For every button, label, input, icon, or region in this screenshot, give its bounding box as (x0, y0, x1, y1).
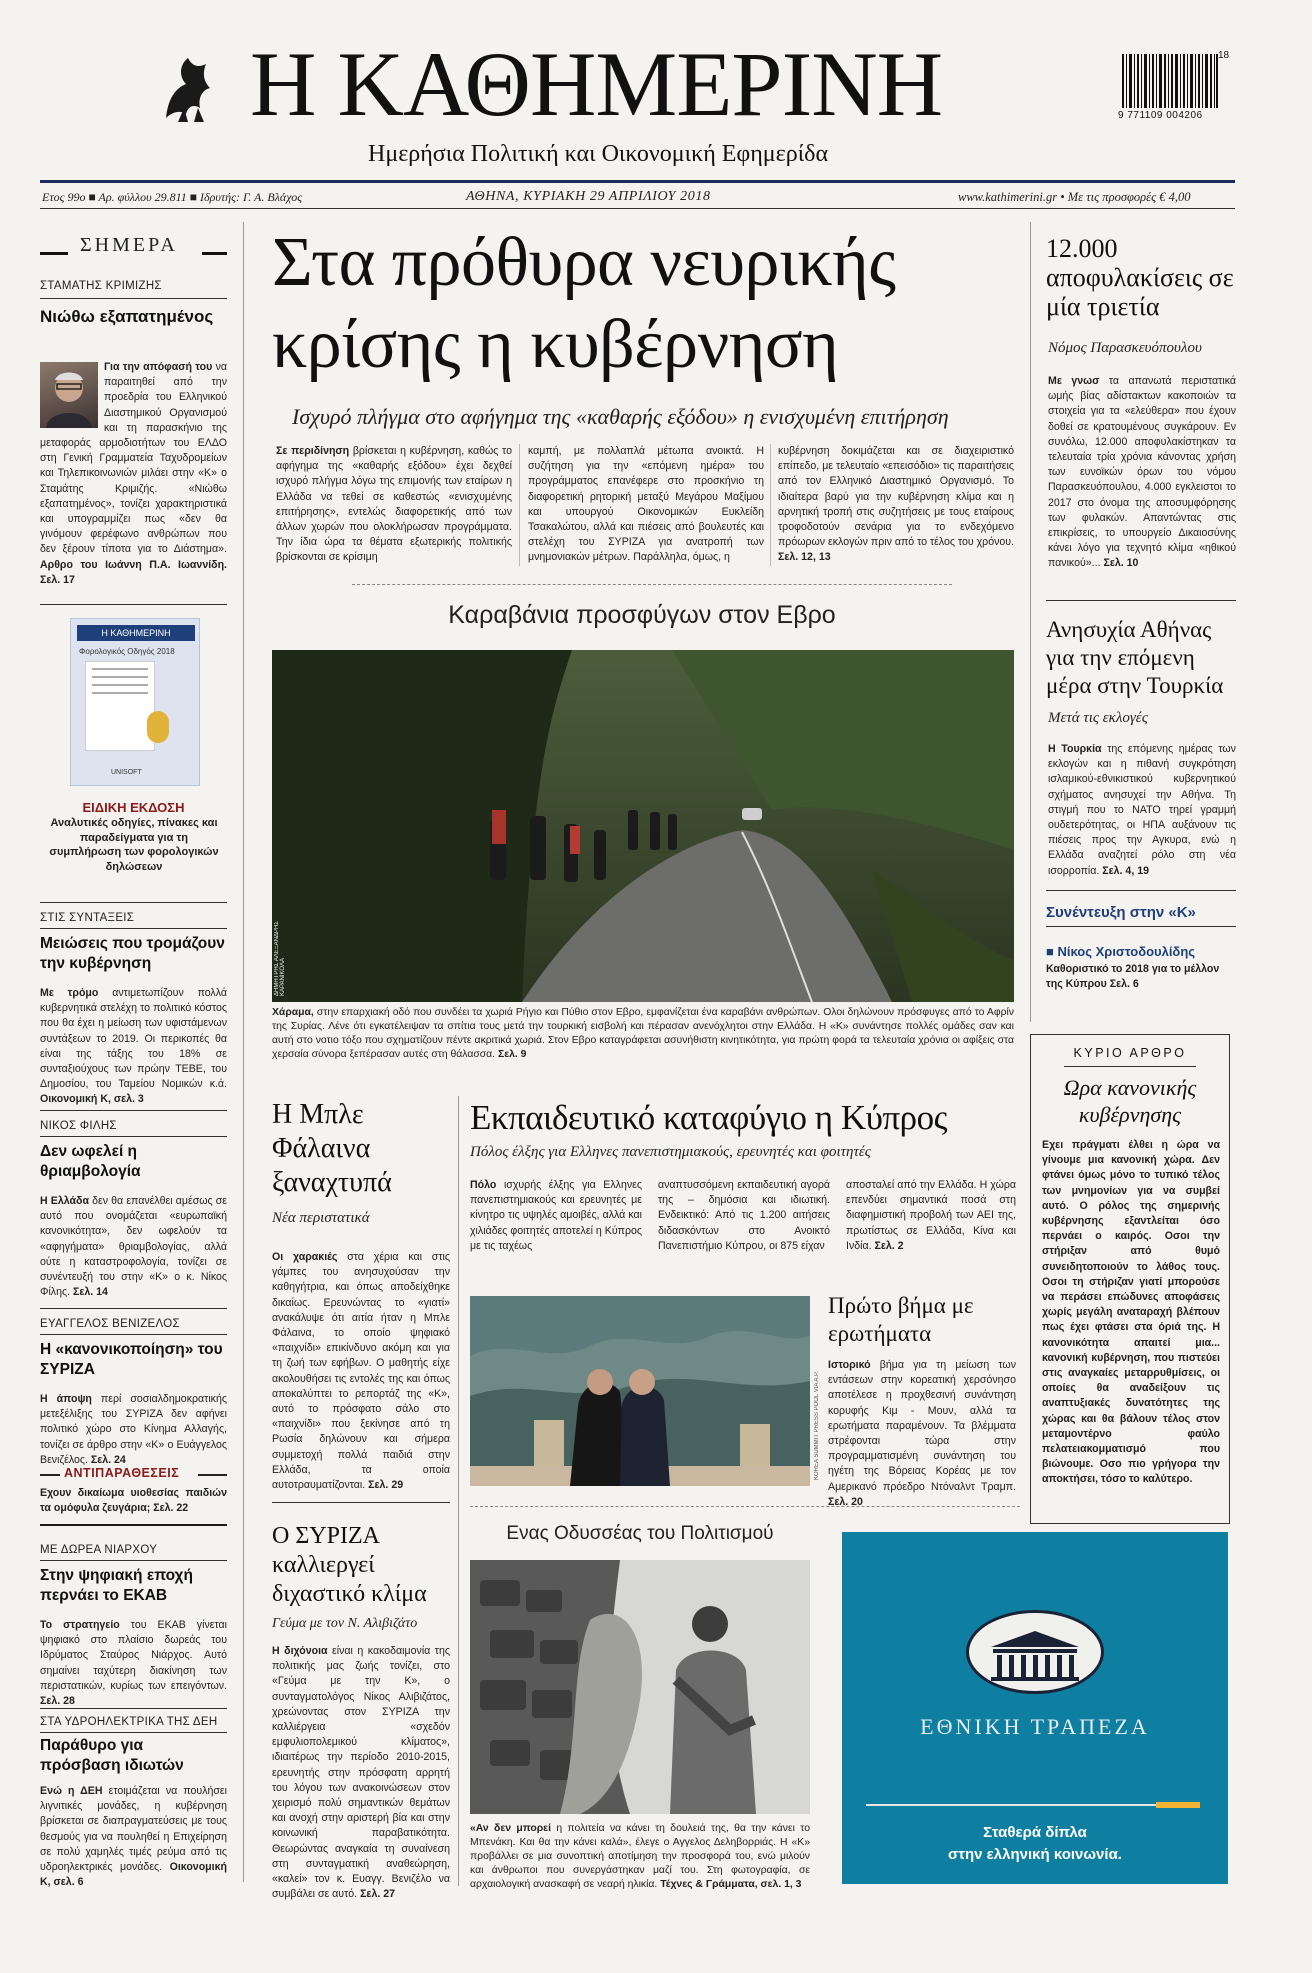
s4-body: Η άποψη περί σοσιαλδημοκρατικής μετεξέλιξης του ΣΥΡΙΖΑ δεν αφήνει πολιτικό χώρο στο Κίνημα Αλλαγής, τονίζει σε άρθρο στην «Κ» ο Ευάγγελος Βενιζέλος. Σελ. 24 (40, 1393, 227, 1466)
masthead-title[interactable]: Η ΚΑΘΗΜΕΡΙΝΗ (250, 33, 943, 135)
s6-headline[interactable]: Στην ψηφιακή εποχή περνάει το ΕΚΑΒ (40, 1567, 193, 1604)
s3-kicker: ΝΙΚΟΣ ΦΙΛΗΣ (40, 1120, 117, 1132)
s1-headline[interactable]: Νιώθω εξαπατημένος (40, 307, 214, 326)
syriza-body: Η διχόνοια είναι η κακοδαιμονία της πολιτικής μας ζωής τονίζει, στο «Γεύμα με την Κ», ο συνταγματολόγος Νίκος Αλιβιζάτος, χρεώνοντας στον ΣΥΡΙΖΑ την καλλιέργεια «σχεδόν εμφυλιοπολεμικού κλίματος», ιδιαιτέρως την περίοδο 2010-2015, ερευνητής στην πρόσφατη αρρητή του λόγου των ανακοινώσεων στον χειρισμό πολύ σημαντικών θεμάτων και ανοχή στην αριστερή βία και στην κοινωνική παραβατικότητα. Θεωρώντας αναγκαία τη συναίνεση στη συνταγματική αναθεώρηση, «καλεί» τον κ. Ευαγγ. Βενιζέλο να συμβάλει σε αυτό. Σελ. 27 (272, 1645, 450, 1901)
booklet-logo: UNISOFT (111, 769, 142, 776)
s1-kicker: ΣΤΑΜΑΤΗΣ ΚΡΙΜΙΖΗΣ (40, 280, 162, 292)
bank-name: ΕΘΝΙΚΗ ΤΡΑΠΕΖΑ (920, 1714, 1150, 1739)
barcode-number: 9 771109 004206 (1118, 110, 1203, 121)
refugees-caption: Χάραμα, στην επαρχιακή οδό που συνδέει τα χωριά Ρήγιο και Πύθιο στον Εβρο, εμφανίζεται ένα καραβάνι ανθρώπων. Ολοι δηλώνουν πρόσφυγες από το Αφρίν της Συρίας. Λένε ότι εγκατέλειψαν τα σπίτια τους μετά την τουρκική εισβολή και πέρασαν ανενόχλητοι στην Ελλάδα. Η «Κ» συνάντησε πολλές ομάδες σαν και αυτή στο νοτιο τόξο που σχηματίζουν πέντε ακριτικά χωριά. Στον Εβρο καταγράφεται ασυνήθιστη κινητικότητα, για πρώτη φορά τα τελευταία χρόνια οι αφίξεις στα χερσαία σύνορα ξεπέρασαν αυτές στη θάλασσα. Σελ. 9 (272, 1007, 1014, 1060)
s2-kicker: ΣΤΙΣ ΣΥΝΤΑΞΕΙΣ (40, 912, 135, 924)
s5-tag: ΑΝΤΙΠΑΡΑΘΕΣΕΙΣ (64, 1466, 180, 1480)
cyprus-col-3: αποσταλεί από την Ελλάδα. Η χώρα επενδύει σημαντικά ποσά στη διαφημιστική προβολή των ΑΕΙ της, πρωτίστως σε Ελλάδα, Κίνα και Ινδία. Σελ. 2 (846, 1179, 1016, 1252)
masthead-logo-griffin-icon (158, 48, 218, 128)
turkey-headline[interactable]: Ανησυχία Αθήνας για την επόμενη μέρα στην Τουρκία (1046, 617, 1224, 698)
masthead-rule-top (40, 180, 1235, 183)
s3-body: Η Ελλάδα δεν θα επανέλθει αμέσως σε αυτό που ονομάζεται «ευρωπαϊκή κανονικότητα», δεν ωφελούν τα «αφηγήματα» θριαμβολογίας, αλλά ούτε η καταστροφολογία, τονίζει σε συνέντευξή του στην «Κ» ο κ. Νίκος Φίλης. Σελ. 14 (40, 1195, 228, 1299)
bank-ad[interactable] (842, 1532, 1228, 1884)
s6-kicker: ΜΕ ΔΩΡΕΑ ΝΙΑΡΧΟΥ (40, 1544, 158, 1556)
bank-slogan-line-1: Σταθερά δίπλα (983, 1824, 1087, 1841)
korea-photo (470, 1296, 810, 1486)
turkey-body: Η Τουρκία της επόμενης ημέρας των εκλογών και η πιθανή συγκρότηση ισλαμικού-εθνικιστικού κυβερνητικού σχήματος ανησυχεί την Αθήνα. Τη στιγμή που το ΝΑΤΟ τηρεί γραμμή ουδετερότητας, οι ΗΠΑ αυξάνουν τις πιέσεις προς την Αγκυρα, ενώ η Ελλάδα αναζητεί ρόλο στη νέα ισορροπία. Σελ. 4, 19 (1048, 743, 1236, 877)
bank-building-icon (966, 1610, 1104, 1694)
left-column (40, 222, 227, 1922)
korea-body: Ιστορικό βήμα για τη μείωση των εντάσεων στην κορεατική χερσόνησο αποτέλεσε η προχθεσινή συνάντηση κορυφής Κιμ - Μουν, αλλά τα ερωτήματα παραμένουν. Τα βλέμματα στρέφονται τώρα στην προγραμματισμένη συνάντηση του ηγέτη της Βόρειας Κορέας με τον Αμερικανό πρόεδρο Ντόναλντ Τραμπ. Σελ. 20 (828, 1359, 1016, 1508)
s7-body: Ενώ η ΔΕΗ ετοιμάζεται να πουλήσει λιγνιτικές μονάδες, η κυβέρνηση βρίσκεται σε διαπραγματεύσεις με τους θεσμούς για να πουληθεί η Επιχείρηση σε πολύ χαμηλές τιμές ρεύμα από τις υδροηλεκτρικές μονάδες. Οικονομική Κ, σελ. 6 (40, 1785, 228, 1889)
masthead-meta-left: Ετος 99ο ■ Αρ. φύλλου 29.811 ■ Ιδρυτής: Γ. Α. Βλάχος (42, 190, 303, 204)
editorial-body: Εχει πράγματι έλθει η ώρα να γίνουμε μια κανονική χώρα. Δεν φτάνει όμως μόνο το τυπικό τέλος των μνημονίων για να συμβεί αυτό. Ο ρόλος της σημερινής κυβέρνησης εξαντλείται όσο περνάει ο καιρός. Οσοι την στήριξαν από θυμό συνειδητοποιούν το λάθος τους. Οσοι τη στήριζαν γιατί μπορούσε να περάσει επώδυνες αποφάσεις χωρίς μεγάλη αναταραχή βλέπουν πως έχει φτάσει στα όριά της. Η κανονικότητα απαιτεί μια... κανονική κυβέρνηση, που πιστεύει στις αναγκαίες μεταρρυθμίσεις, οι οποίες θα αναδείξουν τις αναπτυξιακές δυνατότητες της χώρας και θα βάλουν τέλος στον μεταμοντέρνο φαύλο πελατειακομματισμό που βιώνουμε. Οσο πιο γρήγορα την αποκτήσει, τόσο το καλύτερο. (1042, 1139, 1220, 1486)
masthead-subtitle: Ημερήσια Πολιτική και Οικονομική Εφημερίδα (368, 141, 829, 167)
editorial-tag: ΚΥΡΙΟ ΑΡΘΡΟ (1073, 1046, 1187, 1060)
masthead-meta-right: www.kathimerini.gr • Με τις προσφορές € 4,00 (958, 190, 1191, 204)
interview-body: Καθοριστικό το 2018 για το μέλλον της Κύπρου Σελ. 6 (1046, 963, 1220, 990)
booklet-brand: Η ΚΑΘΗΜΕΡΙΝΗ (77, 625, 195, 641)
barcode-issue: 18 (1218, 50, 1230, 61)
masthead-meta-center: ΑΘΗΝΑ, ΚΥΡΙΑΚΗ 29 ΑΠΡΙΛΙΟΥ 2018 (466, 189, 711, 204)
s5-body[interactable]: Εχουν δικαίωμα υιοθεσίας παιδιών τα ομόφυλα ζευγάρια; Σελ. 22 (40, 1487, 227, 1515)
korea-headline[interactable]: Πρώτο βήμα με ερωτήματα (828, 1293, 974, 1346)
today-heading: ΣΗΜΕΡΑ (80, 234, 178, 256)
refugees-photo (272, 650, 1014, 1002)
whale-body: Οι χαρακιές στα χέρια και στις γάμπες του ανησυχούσαν την καθηγήτρια, και όπως αποδείχθηκε δικαίως. Ερευνώντας το «γιατί» ανακάλυψε ότι αιτία ήταν η Μπλε Φάλαινα, το οποίο ψηφιακό «παιχνίδι» επικίνδυνο ακόμη και για τη ζωή των εφήβων. Ο μαθητής είχε ακολουθήσει τις εντολές της και όπως αποκαλύπτει το ρεπορτάζ της «Κ», αυτό το πρόσφατο σάλο στο «παιχνίδι» που ξεκίνησε από τη Ρωσία δηλώνουν και σήμερα συμμετοχή πολλά παιδιά στην Ελλάδα, τα οποία αυτοτραυματίζονται. Σελ. 29 (272, 1251, 450, 1492)
special-edition-head[interactable]: ΕΙΔΙΚΗ ΕΚΔΟΣΗ (82, 800, 185, 815)
prisoners-body: Με γνωσ τα απανωτά περιστατικά ωμής βίας αδίστακτων κακοποιών τα στοιχεία για τα «ελεύθερα» που έχουν δοθεί σε κρατουμένους συγκάρουν. Εν συνόλω, 12.000 αποφυλακίστηκαν τα τελευταία τρία χρόνια κάνοντας χρήση των ευνοϊκών όρων του νόμου Παρασκευόπουλου, 4.000 εγκλειστοι το 2017 στο όνομα της αποσυμφόρησης των φυλακών. Απαντώντας στις επικρίσεις, το υπουργείο Δικαιοσύνης κάνει λόγο για τεχνητό κλίμα «ηθικού πανικού»... Σελ. 10 (1048, 375, 1236, 570)
booklet-title: Φορολογικός Οδηγός 2018 (79, 647, 175, 656)
prisoners-sub: Νόμος Παρασκευόπουλου (1048, 340, 1202, 356)
special-edition-cover[interactable] (70, 618, 200, 786)
interview-name[interactable]: ■ Νίκος Χριστοδουλίδης (1046, 944, 1196, 959)
turkey-sub: Μετά τις εκλογές (1048, 710, 1148, 726)
s7-kicker: ΣΤΑ ΥΔΡΟΗΛΕΚΤΡΙΚΑ ΤΗΣ ΔΕΗ (40, 1716, 218, 1728)
cyprus-headline[interactable]: Εκπαιδευτικό καταφύγιο η Κύπρος (470, 1098, 947, 1137)
editorial-headline[interactable]: Ωρα κανονικής κυβέρνησης (1063, 1075, 1197, 1127)
main-headline[interactable]: Στα πρόθυρα νευρικής κρίσης η κυβέρνηση (272, 224, 896, 383)
s6-body: Το στρατηγείο του ΕΚΑΒ γίνεται ψηφιακό στο πλαίσιο δωρεάς του Ιδρύματος Σταύρος Νιάρχος. Αυτό σημαίνει ταχύτερη διακίνηση των περιστατικών, κυρίως των επειγόντων. Σελ. 28 (40, 1619, 227, 1708)
s3-headline[interactable]: Δεν ωφελεί η θριαμβολογία (40, 1143, 141, 1180)
cyprus-sub: Πόλος έλξης για Ελληνες πανεπιστημιακούς, ερευνητές και φοιτητές (470, 1144, 871, 1160)
s7-headline[interactable]: Παράθυρο για πρόσβαση ιδιωτών (40, 1737, 184, 1774)
special-edition-body: Αναλυτικές οδηγίες, πίνακες και παραδείγματα για τη συμπλήρωση των φορολογικών δηλώσεων (49, 817, 219, 873)
whale-headline[interactable]: Η Μπλε Φάλαινα ξαναχτυπά (272, 1099, 392, 1198)
syriza-headline[interactable]: Ο ΣΥΡΙΖΑ καλλιεργεί διχαστικό κλίμα (272, 1523, 427, 1607)
refugees-headline[interactable]: Καραβάνια προσφύγων στον Εβρο (448, 601, 836, 629)
whale-sub: Νέα περιστατικά (272, 1210, 370, 1226)
syriza-sub: Γεύμα με τον Ν. Αλιβιζάτο (272, 1616, 418, 1631)
odysseus-headline[interactable]: Ενας Οδυσσέας του Πολιτισμού (506, 1523, 774, 1544)
odysseus-caption: «Αν δεν μπορεί η πολιτεία να κάνει τη δουλειά της, θα την κάνει το Μπενάκη. Και θα την κάνει καλά», έλεγε ο Αγγελος Δεληβορριάς. Η «Κ» προβάλλει σε μια συνοπτική αποτίμηση την προσφορά του, ενώ μιλούν και άνθρωποι που συνεργάστηκαν μαζί του. Στη φωτογραφία, σε αρχαιολογική ανασκαφή σε νεαρή ηλικία. Τέχνες & Γράμματα, σελ. 1, 3 (470, 1823, 810, 1890)
odysseus-photo (470, 1560, 810, 1814)
cyprus-col-1: Πόλο ισχυρής έλξης για Ελληνες πανεπιστημιακούς και ερευνητές με κίνητρο τις υψηλές αμοιβές, αλλά και χιλιάδες φοιτητές αποτελεί η Κύπρος με τις ταχέως (470, 1179, 642, 1252)
bank-slogan-line-2: στην ελληνική κοινωνία. (948, 1846, 1122, 1863)
main-col-2: καμπή, με πολλαπλά μέτωπα ανοικτά. Η συζήτηση για την «επόμενη ημέρα» του προγράμματος επανέφερε στο προσκήνιο τη διαφορετική ρητορική μεταξύ Μεγάρου Μαξίμου και υπουργού Οικονομικών Ευκλείδη Τσακαλώτου, αλλά και πιέσεις από βουλευτές και στελέχη του ΣΥΡΙΖΑ για ανατροπή των μνημονιακών μέτρων. Παράλληλα, όμως, η (528, 445, 764, 564)
interview-kicker: Συνέντευξη στην «Κ» (1046, 904, 1196, 921)
s1-body: Για την απόφασή του να παραιτηθεί από την προεδρία του Ελληνικού Διαστημικού Οργανισμού και τη παρασκήνιο της μεταφοράς αρμοδιοτήτων του ΕΛΔΟ στη Γενική Γραμματεία Ταχυδρομείων και Τηλεπικοινωνιών μιλάει στην «Κ» ο Σταμάτης Κριμιζής. «Νιώθω εξαπατημένος», τονίζει χαρακτηριστικά και υπογραμμίζει πως «δεν θα γινόμουν φερέφωνο ανθρώπων που δεν ξέρουν τίποτα για το Διάστημα». Αρθρο του Ιωάννη Π.Α. Ιωαννίδη. Σελ. 17 (40, 361, 227, 586)
refugees-photo-credit: ΔΗΜΗΤΡΗΣ ΑΛΕΞΑΝΔΡΗΣ ΚΑΡΑΝΙΚΟΛΑ (274, 920, 286, 996)
s4-kicker: ΕΥΑΓΓΕΛΟΣ ΒΕΝΙΖΕΛΟΣ (40, 1318, 180, 1330)
s4-headline[interactable]: Η «κανονικοποίηση» του ΣΥΡΙΖΑ (40, 1341, 223, 1378)
cyprus-col-2: αναπτυσσόμενη εκπαιδευτική αγορά της – δημόσια και ιδιωτική. Ενδεικτικό: Από τις 1.200 αιτήσεις διδασκόντων στο Ανοικτό Πανεπιστήμιο Κύπρου, οι 875 είχαν (658, 1179, 830, 1252)
main-deck: Ισχυρό πλήγμα στο αφήγημα της «καθαρής εξόδου» η ενισχυμένη επιτήρηση (292, 404, 949, 429)
main-col-3: κυβέρνηση δοκιμάζεται και σε διαχειριστικό επίπεδο, με τελευταίο «επεισόδιο» τις παραιτήσεις από τον Ελληνικό Διαστημικό Οργανισμό. Το ιδιαίτερα βαρύ για την κυβέρνηση κλίμα και η αρνητική τροπή στις συζητήσεις με τους εταίρους τροφοδοτούν σενάρια για το ενδεχόμενο πρόωρων εκλογών πριν από το τέλος του χρόνου. Σελ. 12, 13 (778, 445, 1015, 564)
korea-photo-credit: KOREA SUMMIT PRESS POOL VIA A.P. (814, 1371, 820, 1480)
bullet-icon: ■ (1046, 944, 1058, 959)
s2-body: Με τρόμο αντιμετωπίζουν πολλά κυβερνητικά στελέχη το πολιτικό κόστος που θα έχει η μείωση των υφιστάμενων συντάξεων το 2019. Οι περικοπές θα είναι της τάξης του 18% σε συνταξιούχους των πρώην ΤΕΒΕ, του Δημοσίου, του Ταμείου Νομικών κ.ά. Οικονομική Κ, σελ. 3 (40, 987, 227, 1106)
prisoners-headline[interactable]: 12.000 αποφυλακίσεις σε μία τριετία (1046, 234, 1234, 321)
masthead-rule-bottom (40, 208, 1235, 209)
s2-headline[interactable]: Μειώσεις που τρομάζουν την κυβέρνηση (40, 935, 225, 972)
mouse-icon (147, 711, 169, 743)
main-col-1: Σε περιδίνηση βρίσκεται η κυβέρνηση, καθώς το αφήγημα της «καθαρής εξόδου» έχει δεχθεί ισχυρό πλήγμα λόγω της επιμονής των εταίρων η Ελλάδα να τεθεί σε καθεστώς «ενισχυμένης επιτήρησης», εντελώς διαφορετικής από των άλλων χωρών που ολοκλήρωσαν προγράμματα. Την ίδια ώρα τα θέματα εξωτερικής πολιτικής βρίσκονται σε κρίσιμη (276, 445, 512, 564)
